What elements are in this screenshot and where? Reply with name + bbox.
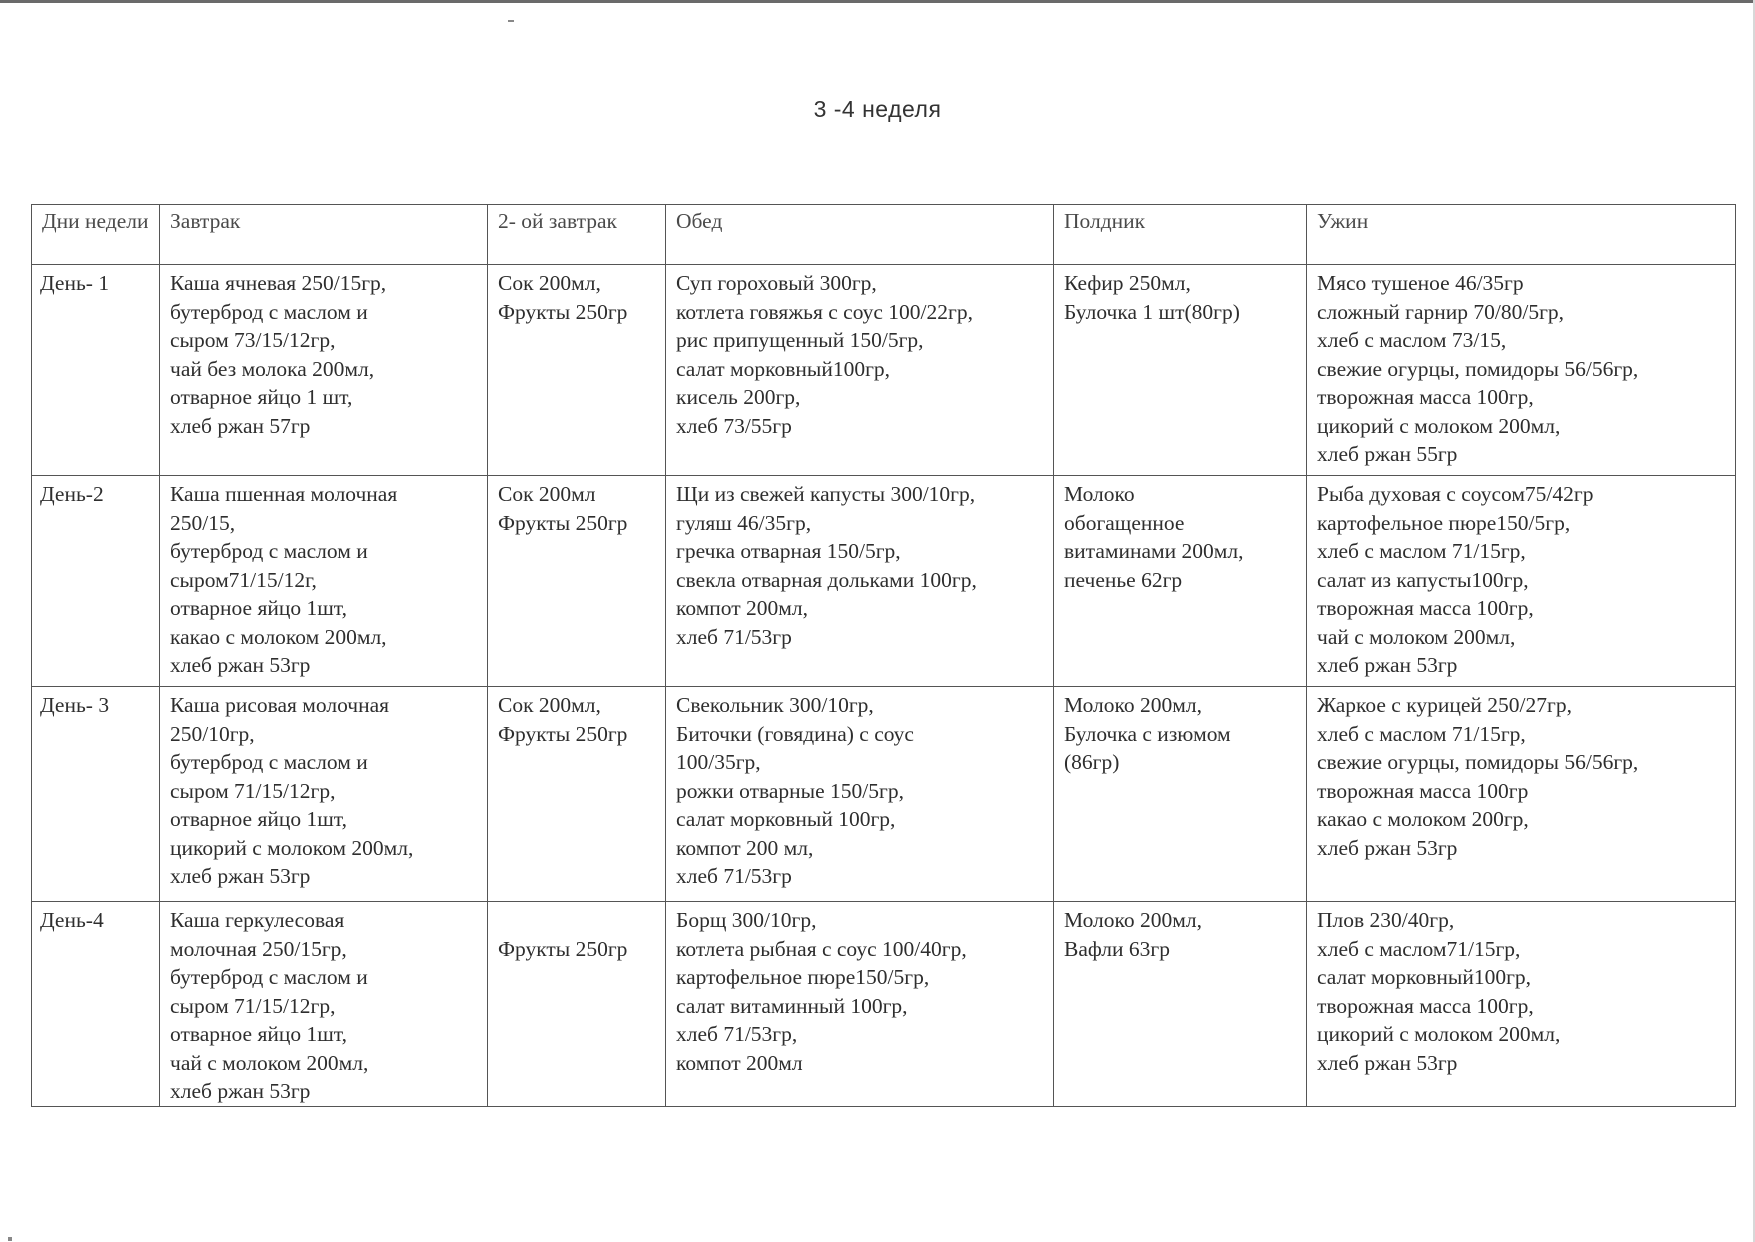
breakfast-cell: Каша пшенная молочная 250/15, бутерброд с маслом и сыром71/15/12г, отварное яйцо 1шт, какао с молоком 200мл, хлеб ржан 53гр (160, 476, 488, 687)
snack-cell: Молоко 200мл, Вафли 63гр (1054, 902, 1307, 1107)
scan-border-top (0, 0, 1755, 3)
table-header-row (32, 205, 1736, 265)
table-row (32, 687, 1736, 902)
scan-speck (508, 20, 514, 22)
lunch-cell: Свекольник 300/10гр, Биточки (говядина) с соус 100/35гр, рожки отварные 150/5гр, салат морковный 100гр, компот 200 мл, хлеб 71/53гр (666, 687, 1054, 902)
day-cell: День- 1 (32, 265, 160, 476)
header-breakfast: Завтрак (160, 205, 488, 265)
table-row (32, 476, 1736, 687)
header-snack: Полдник (1054, 205, 1307, 265)
dinner-cell: Плов 230/40гр, хлеб с маслом71/15гр, салат морковный100гр, творожная масса 100гр, цикорий с молоком 200мл, хлеб ржан 53гр (1307, 902, 1736, 1107)
snack-cell: Кефир 250мл, Булочка 1 шт(80гр) (1054, 265, 1307, 476)
header-second-breakfast: 2- ой завтрак (488, 205, 666, 265)
header-dinner: Ужин (1307, 205, 1736, 265)
header-lunch: Обед (666, 205, 1054, 265)
table-row (32, 902, 1736, 1107)
dinner-cell: Жаркое с курицей 250/27гр, хлеб с маслом 71/15гр, свежие огурцы, помидоры 56/56гр, творожная масса 100гр какао с молоком 200гр, хлеб ржан 53гр (1307, 687, 1736, 902)
lunch-cell: Щи из свежей капусты 300/10гр, гуляш 46/35гр, гречка отварная 150/5гр, свекла отварная дольками 100гр, компот 200мл, хлеб 71/53гр (666, 476, 1054, 687)
snack-cell: Молоко обогащенное витаминами 200мл, печенье 62гр (1054, 476, 1307, 687)
dinner-cell: Мясо тушеное 46/35гр сложный гарнир 70/80/5гр, хлеб с маслом 73/15, свежие огурцы, помидоры 56/56гр, творожная масса 100гр, цикорий с молоком 200мл, хлеб ржан 55гр (1307, 265, 1736, 476)
scan-speck (8, 1237, 12, 1241)
day-cell: День-4 (32, 902, 160, 1107)
lunch-cell: Борщ 300/10гр, котлета рыбная с соус 100/40гр, картофельное пюре150/5гр, салат витаминный 100гр, хлеб 71/53гр, компот 200мл (666, 902, 1054, 1107)
table-row (32, 265, 1736, 476)
breakfast-cell: Каша рисовая молочная 250/10гр, бутерброд с маслом и сыром 71/15/12гр, отварное яйцо 1шт, цикорий с молоком 200мл, хлеб ржан 53гр (160, 687, 488, 902)
second-breakfast-cell: Фрукты 250гр (488, 902, 666, 1107)
breakfast-cell: Каша геркулесовая молочная 250/15гр, бутерброд с маслом и сыром 71/15/12гр, отварное яйцо 1шт, чай с молоком 200мл, хлеб ржан 53гр (160, 902, 488, 1107)
weekly-menu-table (31, 204, 1736, 1107)
second-breakfast-cell: Сок 200мл, Фрукты 250гр (488, 687, 666, 902)
breakfast-cell: Каша ячневая 250/15гр, бутерброд с маслом и сыром 73/15/12гр, чай без молока 200мл, отварное яйцо 1 шт, хлеб ржан 57гр (160, 265, 488, 476)
header-days: Дни недели (32, 205, 160, 265)
second-breakfast-cell: Сок 200мл, Фрукты 250гр (488, 265, 666, 476)
day-cell: День-2 (32, 476, 160, 687)
snack-cell: Молоко 200мл, Булочка с изюмом (86гр) (1054, 687, 1307, 902)
second-breakfast-cell: Сок 200мл Фрукты 250гр (488, 476, 666, 687)
dinner-cell: Рыба духовая с соусом75/42гр картофельное пюре150/5гр, хлеб с маслом 71/15гр, салат из капусты100гр, творожная масса 100гр, чай с молоком 200мл, хлеб ржан 53гр (1307, 476, 1736, 687)
page-title: 3 -4 неделя (813, 96, 942, 122)
lunch-cell: Суп гороховый 300гр, котлета говяжья с соус 100/22гр, рис припущенный 150/5гр, салат морковный100гр, кисель 200гр, хлеб 73/55гр (666, 265, 1054, 476)
day-cell: День- 3 (32, 687, 160, 902)
